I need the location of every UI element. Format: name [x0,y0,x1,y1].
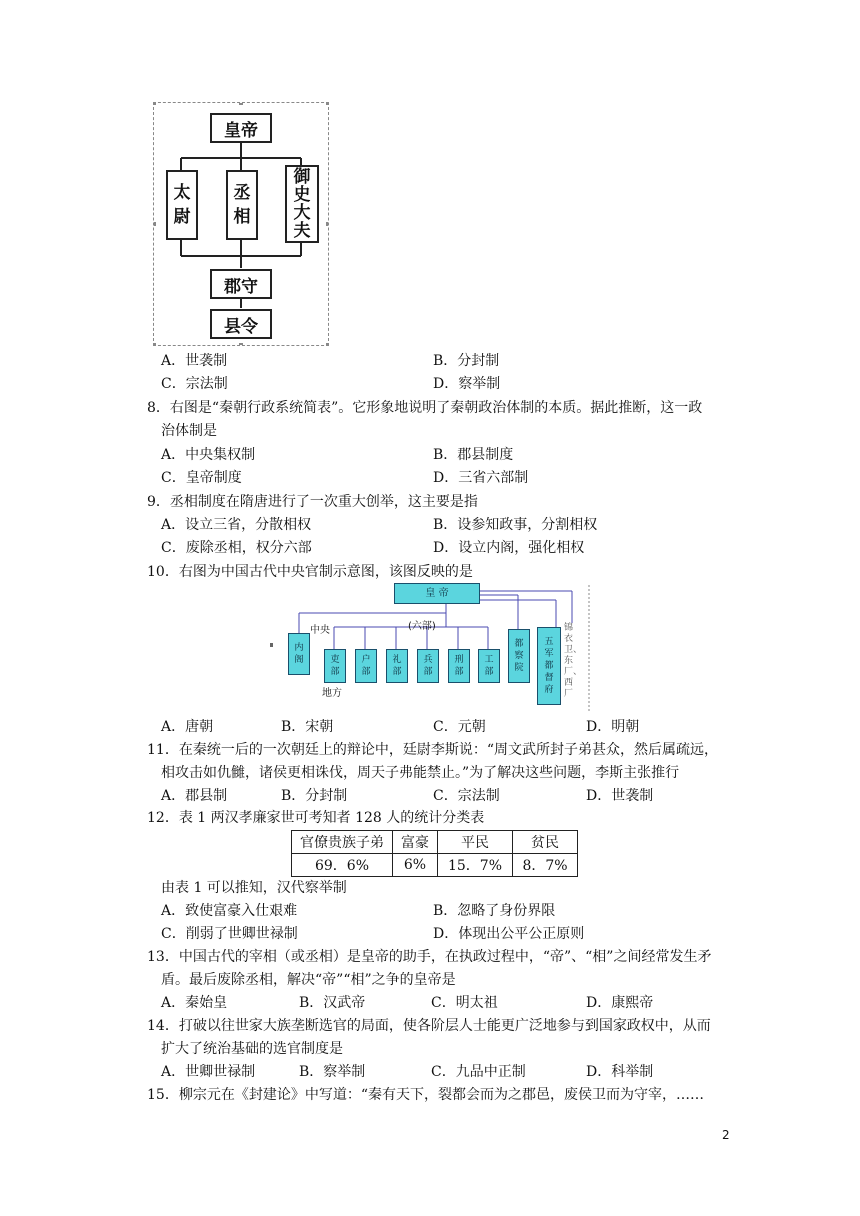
q9-option-b: B．设参知政事，分割相权 [433,517,598,533]
q12-followup: 由表 1 可以推知，汉代察举制 [161,880,347,896]
junshou-box: 郡守 [210,269,272,299]
wujun-dudufu-box [537,627,561,705]
wujun-char-3: 都 [544,661,554,671]
q11-option-d: D．世袭制 [586,788,654,804]
qin-admin-diagram [153,102,329,346]
table-header-cell: 贫民 [513,831,578,854]
ministry-hu-box [355,649,377,683]
yushi-char-4: 夫 [293,221,311,241]
neige-box [288,633,310,675]
taiwei-char-2: 尉 [173,207,191,227]
q14-option-a: A．世卿世禄制 [161,1064,256,1080]
duchayuan-char-2: 察 [514,651,524,661]
q13-option-a: A．秦始皇 [161,995,228,1011]
ministry-works-char-1: 工 [484,655,494,665]
q10-option-a: A．唐朝 [161,719,214,735]
duchayuan-box [508,629,530,683]
ministry-rites-char-2: 部 [392,667,402,677]
q8-option-b: B．郡县制度 [433,447,514,463]
yushi-dafu-box [285,165,319,243]
q9-option-d: D．设立内阁，强化相权 [433,540,585,556]
ministry-hu-char-2: 部 [361,667,371,677]
liubu-label: (六部) [408,621,436,632]
q7-option-c: C．宗法制 [161,376,228,392]
table-header-cell: 官僚贵族子弟 [292,831,393,854]
q12-option-c: C．削弱了世卿世禄制 [161,926,298,942]
q13-stem-line1: 13．中国古代的宰相（或丞相）是皇帝的助手，在执政过程中，“帝”、“相”之间经常发生矛 [147,949,712,965]
q12-option-b: B．忽略了身份界限 [433,903,556,919]
ministry-justice-box [448,649,470,683]
q12-option-a: A．致使富豪入仕艰难 [161,903,298,919]
table-cell: 15．7% [438,854,513,877]
xiaolian-table [291,830,578,877]
table-cell: 8．7% [513,854,578,877]
wujun-char-1: 五 [544,637,554,647]
q8-option-c: C．皇帝制度 [161,470,242,486]
q10-option-b: B．宋朝 [281,719,334,735]
chengxiang-char-1: 丞 [233,183,251,203]
neige-char-2: 阁 [294,655,304,665]
table-header-row [292,831,578,854]
q15-stem: 15．柳宗元在《封建论》中写道：“秦有天下，裂都会而为之郡邑，废侯卫而为守宰，…… [147,1087,704,1103]
q11-option-b: B．分封制 [281,788,348,804]
q11-option-a: A．郡县制 [161,788,228,804]
ministry-war-char-1: 兵 [423,655,433,665]
ministry-works-char-2: 部 [484,667,494,677]
emperor-box: 皇帝 [210,113,272,143]
wujun-char-2: 军 [544,649,554,659]
local-label: 地方 [322,688,342,699]
q13-option-c: C．明太祖 [431,995,498,1011]
ministry-hu-char-1: 户 [361,655,371,665]
q8-stem-line2: 治体制是 [161,423,217,439]
ministry-justice-char-1: 刑 [454,655,464,665]
q14-stem-line1: 14．打破以往世家大族垄断选官的局面，使各阶层人士能更广泛地参与到国家政权中，从而 [147,1018,711,1034]
q9-option-c: C．废除丞相，权分六部 [161,540,312,556]
q13-stem-line2: 盾。最后废除丞相，解决“帝”“相”之争的皇帝是 [161,972,456,988]
wujun-char-4: 督 [544,673,554,683]
wujun-char-5: 府 [544,685,554,695]
duchayuan-char-3: 院 [514,663,524,673]
ministry-rites-char-1: 礼 [392,655,402,665]
yushi-char-3: 大 [293,203,311,223]
q14-option-d: D．科举制 [586,1064,654,1080]
ministry-war-box [417,649,439,683]
table-header-cell: 富豪 [393,831,438,854]
q13-option-d: D．康熙帝 [586,995,654,1011]
table-cell: 6% [393,854,438,877]
yushi-char-2: 史 [293,185,311,205]
q14-stem-line2: 扩大了统治基础的选官制度是 [161,1041,343,1057]
ministry-rites-box [386,649,408,683]
yushi-char-1: 御 [293,167,311,187]
ministry-li-box [324,649,346,683]
table-row [292,854,578,877]
q7-option-a: A．世袭制 [161,353,228,369]
q14-option-b: B．察举制 [299,1064,366,1080]
table-cell: 69．6% [292,854,393,877]
q9-stem: 9．丞相制度在隋唐进行了一次重大创举，这主要是指 [147,494,478,510]
central-label: 中央 [310,625,330,636]
ministry-li-char-2: 部 [330,667,340,677]
chengxiang-char-2: 相 [233,207,251,227]
ministry-works-box [478,649,500,683]
q12-option-d: D．体现出公平公正原则 [433,926,585,942]
q10-option-c: C．元朝 [433,719,486,735]
q7-option-d: D．察举制 [433,376,501,392]
table-header-cell: 平民 [438,831,513,854]
chengxiang-box [226,170,258,240]
emperor-box-ming: 皇 帝 [394,583,480,604]
q11-stem-line2: 相攻击如仇雠，诸侯更相诛伐，周天子弗能禁止。”为了解决这些问题，李斯主张推行 [161,765,680,781]
q8-option-a: A．中央集权制 [161,447,256,463]
q14-option-c: C．九品中正制 [431,1064,526,1080]
ming-officialdom-diagram [270,583,592,713]
q12-stem: 12．表 1 两汉孝廉家世可考知者 128 人的统计分类表 [147,810,485,826]
q11-option-c: C．宗法制 [433,788,500,804]
ministry-justice-char-2: 部 [454,667,464,677]
q7-option-b: B．分封制 [433,353,500,369]
ministry-li-char-1: 吏 [330,655,340,665]
ministry-war-char-2: 部 [423,667,433,677]
q8-option-d: D．三省六部制 [433,470,529,486]
q10-option-d: D．明朝 [586,719,640,735]
page-number: 2 [722,1128,730,1142]
q11-stem-line1: 11．在秦统一后的一次朝廷上的辩论中，廷尉李斯说：“周文武所封子弟甚众，然后属疏远， [147,742,718,758]
xianling-box: 县令 [210,309,272,339]
q9-option-a: A．设立三省，分散相权 [161,517,312,533]
duchayuan-char-1: 都 [514,639,524,649]
neige-char-1: 内 [294,643,304,653]
taiwei-box [166,170,198,240]
jinyiwei-label: 锦衣卫、东厂、西厂 [564,623,583,699]
taiwei-char-1: 太 [173,183,191,203]
q13-option-b: B．汉武帝 [299,995,366,1011]
q8-stem-line1: 8．右图是“秦朝行政系统简表”。它形象地说明了秦朝政治体制的本质。据此推断，这一政 [147,400,703,416]
q10-stem: 10．右图为中国古代中央官制示意图，该图反映的是 [147,564,473,580]
